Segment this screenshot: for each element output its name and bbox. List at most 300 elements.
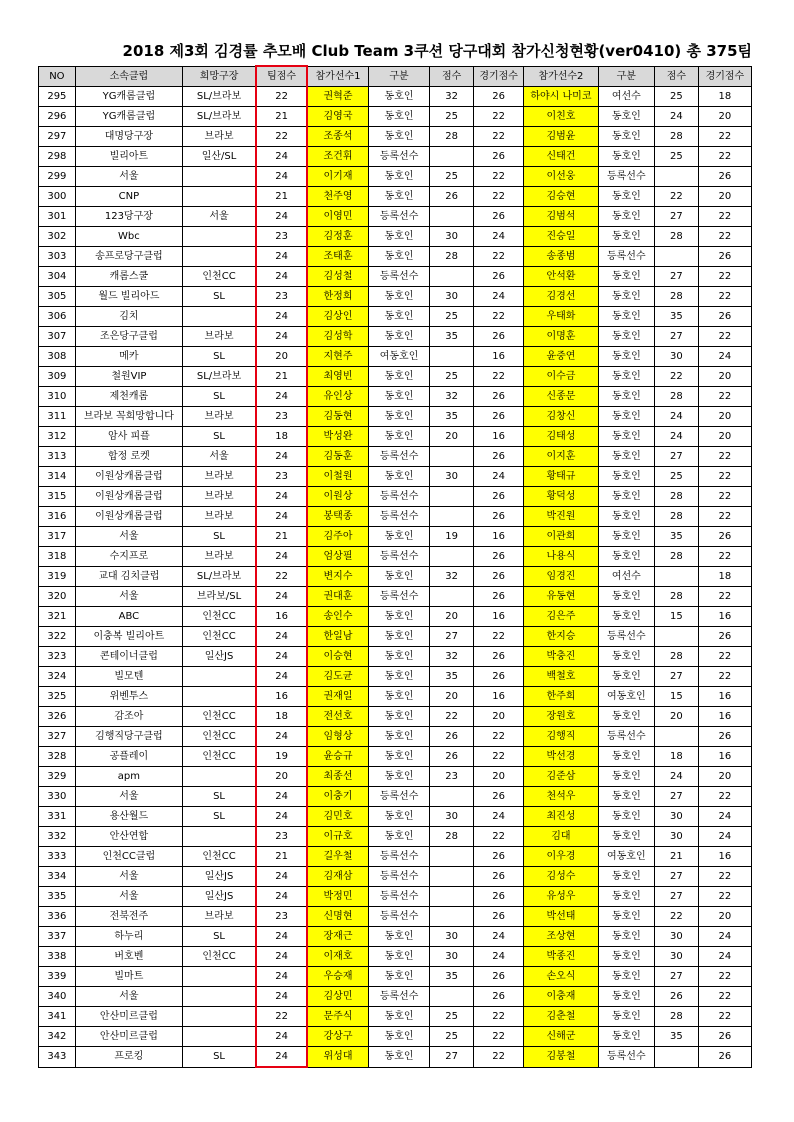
- cell-player2: 김범윤: [524, 127, 599, 147]
- cell-player1-match-score: 26: [474, 647, 524, 667]
- cell-player1-score: 32: [430, 387, 474, 407]
- cell-player2-match-score: 20: [698, 907, 751, 927]
- cell-player2: 윤중연: [524, 347, 599, 367]
- cell-venue: SL/브라보: [183, 107, 257, 127]
- cell-player1: 이재호: [307, 947, 368, 967]
- table-row: [39, 1047, 752, 1068]
- cell-player2: 하야시 나미코: [524, 87, 599, 107]
- cell-venue: SL: [183, 287, 257, 307]
- cell-player1-score: 27: [430, 1047, 474, 1068]
- cell-player1: 김민호: [307, 807, 368, 827]
- cell-player1: 권재일: [307, 687, 368, 707]
- cell-player1: 엄상필: [307, 547, 368, 567]
- cell-player1-type: 동호인: [368, 1027, 429, 1047]
- cell-club: 브라보 꼭희망합니다: [75, 407, 182, 427]
- cell-player1-type: 등록선수: [368, 207, 429, 227]
- cell-player1: 이원상: [307, 487, 368, 507]
- cell-player1-match-score: 22: [474, 1047, 524, 1068]
- cell-team-score: 24: [256, 167, 307, 187]
- cell-player2: 한주희: [524, 687, 599, 707]
- cell-player2: 최진성: [524, 807, 599, 827]
- cell-player2: 이수금: [524, 367, 599, 387]
- cell-player2-type: 동호인: [598, 1007, 654, 1027]
- cell-player2: 백철호: [524, 667, 599, 687]
- cell-player1-match-score: 26: [474, 847, 524, 867]
- cell-player1-score: [430, 507, 474, 527]
- cell-player1-type: 동호인: [368, 707, 429, 727]
- cell-player1-type: 등록선수: [368, 507, 429, 527]
- cell-player2-match-score: 20: [698, 187, 751, 207]
- cell-team-score: 24: [256, 867, 307, 887]
- cell-team-score: 24: [256, 927, 307, 947]
- cell-player1: 김상민: [307, 987, 368, 1007]
- cell-club: 123당구장: [75, 207, 182, 227]
- cell-player2-match-score: 20: [698, 107, 751, 127]
- cell-player1-match-score: 20: [474, 767, 524, 787]
- cell-player1-type: 등록선수: [368, 447, 429, 467]
- cell-player2-match-score: 22: [698, 447, 751, 467]
- cell-player1: 최종선: [307, 767, 368, 787]
- cell-player2-type: 동호인: [598, 967, 654, 987]
- cell-team-score: 20: [256, 767, 307, 787]
- header-club: 소속클럽: [75, 66, 182, 87]
- cell-player2: 천석우: [524, 787, 599, 807]
- cell-player2: 이친호: [524, 107, 599, 127]
- cell-player1-type: 동호인: [368, 527, 429, 547]
- cell-team-score: 24: [256, 887, 307, 907]
- cell-player2-match-score: 16: [698, 687, 751, 707]
- cell-player1-score: [430, 207, 474, 227]
- cell-player1-match-score: 22: [474, 307, 524, 327]
- cell-player1: 이승현: [307, 647, 368, 667]
- cell-no: 308: [39, 347, 76, 367]
- cell-player2: 박진원: [524, 507, 599, 527]
- cell-venue: [183, 307, 257, 327]
- cell-player2-score: 25: [654, 147, 698, 167]
- cell-team-score: 16: [256, 607, 307, 627]
- cell-venue: 인천CC: [183, 847, 257, 867]
- header-team-score: 팀점수: [256, 66, 307, 87]
- cell-player2: 김준삼: [524, 767, 599, 787]
- cell-player2: 송종범: [524, 247, 599, 267]
- cell-player1-score: 30: [430, 927, 474, 947]
- cell-player1: 임형상: [307, 727, 368, 747]
- cell-player1-score: 32: [430, 567, 474, 587]
- cell-player1-score: 32: [430, 87, 474, 107]
- cell-player1-match-score: 16: [474, 527, 524, 547]
- cell-no: 334: [39, 867, 76, 887]
- cell-player1-match-score: 26: [474, 147, 524, 167]
- cell-player2-score: 15: [654, 607, 698, 627]
- cell-team-score: 23: [256, 827, 307, 847]
- cell-player2-score: 30: [654, 947, 698, 967]
- table-row: [39, 467, 752, 487]
- cell-venue: 인천CC: [183, 947, 257, 967]
- table-row: [39, 707, 752, 727]
- cell-player2-score: 30: [654, 927, 698, 947]
- cell-venue: 인천CC: [183, 627, 257, 647]
- cell-team-score: 24: [256, 387, 307, 407]
- cell-team-score: 24: [256, 987, 307, 1007]
- header-player2-match-score: 경기점수: [698, 66, 751, 87]
- cell-player2-score: 35: [654, 527, 698, 547]
- cell-player2-score: 20: [654, 707, 698, 727]
- cell-player2-type: 동호인: [598, 667, 654, 687]
- table-row: [39, 1027, 752, 1047]
- cell-player2: 황덕성: [524, 487, 599, 507]
- cell-player1-score: [430, 487, 474, 507]
- cell-player1-score: [430, 447, 474, 467]
- cell-club: 서울: [75, 867, 182, 887]
- table-row: [39, 387, 752, 407]
- table-row: [39, 727, 752, 747]
- cell-player2: 김범석: [524, 207, 599, 227]
- cell-venue: [183, 667, 257, 687]
- cell-team-score: 24: [256, 207, 307, 227]
- cell-player2-score: 35: [654, 307, 698, 327]
- cell-player2-score: 27: [654, 447, 698, 467]
- cell-team-score: 24: [256, 547, 307, 567]
- header-player1: 참가선수1: [307, 66, 368, 87]
- cell-no: 295: [39, 87, 76, 107]
- cell-player2-score: 26: [654, 987, 698, 1007]
- cell-player2-type: 여동호인: [598, 847, 654, 867]
- table-row: [39, 827, 752, 847]
- cell-player2-score: 28: [654, 647, 698, 667]
- cell-club: 서울: [75, 987, 182, 1007]
- cell-player2-score: 24: [654, 107, 698, 127]
- cell-player2-type: 동호인: [598, 227, 654, 247]
- cell-player1: 문주식: [307, 1007, 368, 1027]
- cell-no: 328: [39, 747, 76, 767]
- cell-player1-match-score: 22: [474, 107, 524, 127]
- cell-player1-type: 동호인: [368, 947, 429, 967]
- cell-player2-match-score: 22: [698, 547, 751, 567]
- cell-player2-type: 동호인: [598, 527, 654, 547]
- cell-club: 안산미르클럽: [75, 1007, 182, 1027]
- cell-player2-match-score: 26: [698, 627, 751, 647]
- cell-club: 서울: [75, 587, 182, 607]
- table-row: [39, 787, 752, 807]
- table-row: [39, 767, 752, 787]
- cell-player1-score: 28: [430, 247, 474, 267]
- cell-player2: 김경선: [524, 287, 599, 307]
- header-player2-score: 점수: [654, 66, 698, 87]
- cell-club: 수지프로: [75, 547, 182, 567]
- cell-team-score: 22: [256, 127, 307, 147]
- cell-player2-match-score: 22: [698, 287, 751, 307]
- cell-player1-type: 동호인: [368, 607, 429, 627]
- cell-player1-score: [430, 887, 474, 907]
- cell-player1-type: 동호인: [368, 387, 429, 407]
- cell-player1-match-score: 26: [474, 667, 524, 687]
- cell-player2: 김춘철: [524, 1007, 599, 1027]
- cell-club: 하누리: [75, 927, 182, 947]
- cell-player2-score: 28: [654, 287, 698, 307]
- cell-venue: [183, 227, 257, 247]
- cell-player1-match-score: 26: [474, 907, 524, 927]
- cell-player1: 이영민: [307, 207, 368, 227]
- cell-player2-score: 30: [654, 347, 698, 367]
- cell-player2-match-score: 22: [698, 127, 751, 147]
- table-row: [39, 927, 752, 947]
- cell-player1-type: 등록선수: [368, 987, 429, 1007]
- cell-player1: 우승재: [307, 967, 368, 987]
- cell-no: 325: [39, 687, 76, 707]
- cell-player2-match-score: 20: [698, 407, 751, 427]
- cell-player1-type: 동호인: [368, 287, 429, 307]
- cell-player1-score: 35: [430, 327, 474, 347]
- cell-player1-type: 동호인: [368, 767, 429, 787]
- cell-player2-match-score: 22: [698, 207, 751, 227]
- cell-player2: 손오식: [524, 967, 599, 987]
- cell-venue: 서울: [183, 447, 257, 467]
- cell-club: 콘테이너클럽: [75, 647, 182, 667]
- cell-player1-match-score: 24: [474, 807, 524, 827]
- cell-player2-match-score: 22: [698, 487, 751, 507]
- cell-venue: 일산JS: [183, 647, 257, 667]
- cell-player2-type: 동호인: [598, 707, 654, 727]
- cell-player2: 이우경: [524, 847, 599, 867]
- cell-no: 309: [39, 367, 76, 387]
- cell-player2-type: 동호인: [598, 907, 654, 927]
- cell-no: 310: [39, 387, 76, 407]
- cell-player2-score: 28: [654, 127, 698, 147]
- table-row: [39, 427, 752, 447]
- cell-player2-match-score: 22: [698, 887, 751, 907]
- cell-player1-score: [430, 987, 474, 1007]
- cell-player2: 신종문: [524, 387, 599, 407]
- table-row: [39, 967, 752, 987]
- cell-player1-score: 25: [430, 307, 474, 327]
- cell-player1: 윤승규: [307, 747, 368, 767]
- cell-player2-score: 30: [654, 807, 698, 827]
- cell-no: 322: [39, 627, 76, 647]
- cell-player2: 조상현: [524, 927, 599, 947]
- cell-player2-score: 27: [654, 207, 698, 227]
- cell-player2-type: 동호인: [598, 947, 654, 967]
- cell-venue: [183, 187, 257, 207]
- cell-team-score: 21: [256, 847, 307, 867]
- cell-player1: 변지수: [307, 567, 368, 587]
- cell-team-score: 23: [256, 407, 307, 427]
- cell-no: 314: [39, 467, 76, 487]
- cell-player2-type: 동호인: [598, 187, 654, 207]
- cell-team-score: 22: [256, 87, 307, 107]
- cell-player1-score: [430, 547, 474, 567]
- cell-player2: 김창신: [524, 407, 599, 427]
- cell-player2-type: 여선수: [598, 87, 654, 107]
- cell-player1-score: 28: [430, 827, 474, 847]
- cell-no: 305: [39, 287, 76, 307]
- cell-team-score: 24: [256, 787, 307, 807]
- cell-player2-type: 동호인: [598, 507, 654, 527]
- cell-player1-match-score: 16: [474, 427, 524, 447]
- cell-player1-type: 동호인: [368, 927, 429, 947]
- cell-club: YG캐롬클럽: [75, 107, 182, 127]
- cell-player1-score: 19: [430, 527, 474, 547]
- cell-player1-type: 등록선수: [368, 487, 429, 507]
- cell-team-score: 23: [256, 227, 307, 247]
- cell-club: 용산월드: [75, 807, 182, 827]
- cell-player1-match-score: 26: [474, 887, 524, 907]
- cell-club: 철원VIP: [75, 367, 182, 387]
- cell-player2-score: 35: [654, 1027, 698, 1047]
- cell-club: 월드 빌리아드: [75, 287, 182, 307]
- cell-player2-score: 28: [654, 487, 698, 507]
- cell-player1: 김정훈: [307, 227, 368, 247]
- cell-player2: 박충진: [524, 647, 599, 667]
- cell-player1: 박정민: [307, 887, 368, 907]
- cell-team-score: 24: [256, 487, 307, 507]
- cell-player1-score: [430, 787, 474, 807]
- cell-player1-type: 동호인: [368, 107, 429, 127]
- cell-player2-match-score: 22: [698, 667, 751, 687]
- cell-player1-type: 여동호인: [368, 347, 429, 367]
- cell-player1-match-score: 26: [474, 387, 524, 407]
- cell-team-score: 24: [256, 267, 307, 287]
- cell-club: 프로킹: [75, 1047, 182, 1068]
- cell-player2-score: 28: [654, 387, 698, 407]
- cell-no: 343: [39, 1047, 76, 1068]
- cell-player2-type: 동호인: [598, 367, 654, 387]
- table-row: [39, 647, 752, 667]
- cell-team-score: 24: [256, 727, 307, 747]
- cell-team-score: 23: [256, 467, 307, 487]
- cell-player2-score: 21: [654, 847, 698, 867]
- cell-player1-type: 동호인: [368, 627, 429, 647]
- cell-club: 서울: [75, 887, 182, 907]
- cell-player1-match-score: 26: [474, 967, 524, 987]
- cell-player2-match-score: 18: [698, 567, 751, 587]
- cell-no: 336: [39, 907, 76, 927]
- cell-player1-match-score: 22: [474, 367, 524, 387]
- table-row: [39, 747, 752, 767]
- cell-no: 302: [39, 227, 76, 247]
- cell-club: 대명당구장: [75, 127, 182, 147]
- cell-player2-match-score: 22: [698, 1007, 751, 1027]
- cell-player2-score: 22: [654, 187, 698, 207]
- cell-player2-type: 동호인: [598, 927, 654, 947]
- cell-player2: 황태규: [524, 467, 599, 487]
- cell-player2-type: 동호인: [598, 787, 654, 807]
- cell-player1-match-score: 26: [474, 487, 524, 507]
- table-row: [39, 807, 752, 827]
- cell-player2: 나용식: [524, 547, 599, 567]
- cell-player2-type: 동호인: [598, 127, 654, 147]
- table-row: [39, 507, 752, 527]
- cell-player1-match-score: 22: [474, 247, 524, 267]
- cell-player1-score: 30: [430, 227, 474, 247]
- cell-player1-match-score: 26: [474, 987, 524, 1007]
- cell-player1-score: 26: [430, 747, 474, 767]
- cell-player2-score: 28: [654, 227, 698, 247]
- cell-player2-type: 동호인: [598, 447, 654, 467]
- cell-player2-type: 동호인: [598, 607, 654, 627]
- cell-venue: SL: [183, 387, 257, 407]
- table-row: [39, 1007, 752, 1027]
- cell-player2: 이지훈: [524, 447, 599, 467]
- registration-table: [38, 65, 752, 1068]
- table-row: [39, 847, 752, 867]
- cell-club: 공플레이: [75, 747, 182, 767]
- cell-no: 340: [39, 987, 76, 1007]
- cell-player2-type: 등록선수: [598, 167, 654, 187]
- cell-player2-type: 등록선수: [598, 627, 654, 647]
- cell-player2-type: 동호인: [598, 267, 654, 287]
- cell-player1-type: 동호인: [368, 967, 429, 987]
- table-row: [39, 527, 752, 547]
- header-player2-type: 구분: [598, 66, 654, 87]
- table-header-row: [39, 66, 752, 87]
- cell-player2-match-score: 20: [698, 367, 751, 387]
- cell-player1-type: 동호인: [368, 127, 429, 147]
- cell-team-score: 22: [256, 1007, 307, 1027]
- cell-player2-type: 동호인: [598, 307, 654, 327]
- cell-club: 빌모텐: [75, 667, 182, 687]
- cell-venue: 인천CC: [183, 747, 257, 767]
- cell-player1-score: 26: [430, 727, 474, 747]
- cell-player1-score: 20: [430, 427, 474, 447]
- cell-team-score: 24: [256, 627, 307, 647]
- table-row: [39, 587, 752, 607]
- cell-player2: 박선태: [524, 907, 599, 927]
- cell-player2-match-score: 16: [698, 747, 751, 767]
- table-row: [39, 107, 752, 127]
- cell-player1-type: 동호인: [368, 1007, 429, 1027]
- cell-player2-match-score: 22: [698, 787, 751, 807]
- cell-player1: 송인수: [307, 607, 368, 627]
- cell-team-score: 24: [256, 1027, 307, 1047]
- cell-player2-match-score: 24: [698, 947, 751, 967]
- cell-player2-score: [654, 247, 698, 267]
- cell-player1: 천주영: [307, 187, 368, 207]
- cell-club: 이원상캐롬클럽: [75, 507, 182, 527]
- cell-no: 304: [39, 267, 76, 287]
- cell-player1-score: 30: [430, 807, 474, 827]
- cell-no: 296: [39, 107, 76, 127]
- page-title: 2018 제3회 김경률 추모배 Club Team 3쿠션 당구대회 참가신청현황(ver0410) 총 375팀: [122, 42, 752, 60]
- cell-player2-type: 동호인: [598, 887, 654, 907]
- cell-player1-score: [430, 907, 474, 927]
- cell-venue: SL/브라보: [183, 367, 257, 387]
- cell-player1-score: 23: [430, 767, 474, 787]
- cell-player1: 한일남: [307, 627, 368, 647]
- cell-venue: [183, 687, 257, 707]
- cell-player2: 김봉철: [524, 1047, 599, 1068]
- table-row: [39, 907, 752, 927]
- cell-no: 298: [39, 147, 76, 167]
- table-row: [39, 167, 752, 187]
- cell-player2: 우태화: [524, 307, 599, 327]
- cell-club: 조은당구클럽: [75, 327, 182, 347]
- cell-player1-match-score: 26: [474, 507, 524, 527]
- cell-no: 327: [39, 727, 76, 747]
- cell-team-score: 24: [256, 247, 307, 267]
- cell-team-score: 21: [256, 187, 307, 207]
- cell-player2: 김태성: [524, 427, 599, 447]
- table-row: [39, 287, 752, 307]
- cell-player2-score: 28: [654, 547, 698, 567]
- cell-venue: [183, 1027, 257, 1047]
- cell-venue: 브라보: [183, 327, 257, 347]
- cell-club: 안산미르클럽: [75, 1027, 182, 1047]
- cell-player2: 박종진: [524, 947, 599, 967]
- cell-player1-match-score: 26: [474, 787, 524, 807]
- cell-player1-score: [430, 587, 474, 607]
- cell-player2-match-score: 26: [698, 307, 751, 327]
- cell-player1: 김상인: [307, 307, 368, 327]
